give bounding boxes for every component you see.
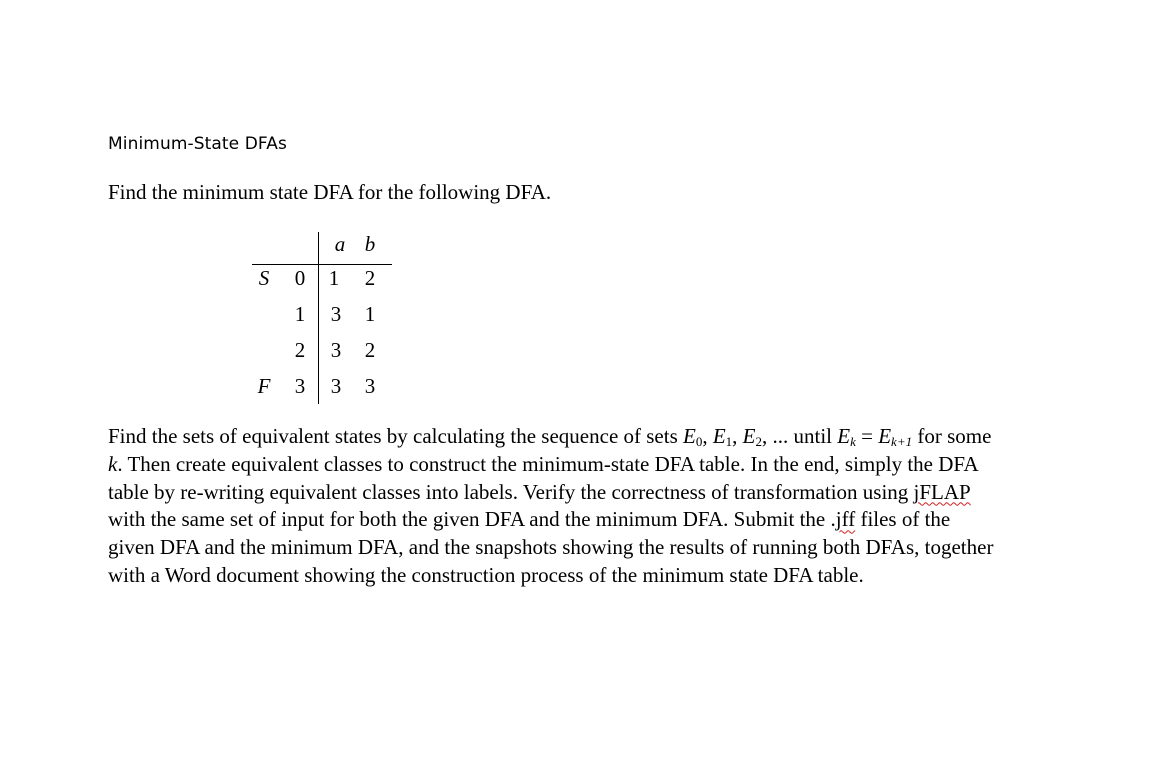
paragraph-line bbox=[108, 451, 1058, 479]
transition-b: 1 bbox=[364, 302, 376, 326]
final-state-marker: F bbox=[257, 374, 271, 398]
state-label: 0 bbox=[294, 266, 306, 290]
text-run: for some bbox=[912, 424, 992, 448]
start-state-marker: S bbox=[258, 266, 270, 290]
set-symbol: E bbox=[712, 424, 726, 448]
column-header-b: b bbox=[364, 232, 376, 256]
transition-a: 3 bbox=[330, 302, 342, 326]
subscript: 1 bbox=[725, 434, 733, 449]
text-run: , bbox=[702, 424, 713, 448]
text-run: = bbox=[855, 424, 879, 448]
set-symbol: E bbox=[742, 424, 756, 448]
transition-a: 3 bbox=[330, 374, 342, 398]
variable-k: k bbox=[108, 451, 118, 476]
text-run: with the same set of input for both the given DFA and the minimum DFA. Submit the . bbox=[108, 507, 836, 532]
state-label: 3 bbox=[294, 374, 306, 398]
state-label: 2 bbox=[294, 338, 306, 362]
transition-b: 2 bbox=[364, 266, 376, 290]
paragraph-line bbox=[108, 423, 1058, 451]
transition-a: 1 bbox=[328, 266, 340, 290]
transition-a: 3 bbox=[330, 338, 342, 362]
paragraph-line bbox=[108, 506, 1058, 534]
text-run: files of the bbox=[855, 507, 951, 532]
spellcheck-word-jff: jff bbox=[835, 507, 856, 532]
table-vertical-rule bbox=[318, 232, 319, 404]
paragraph-line: given DFA and the minimum DFA, and the snapshots showing the results of running both DFAs, together bbox=[108, 535, 994, 560]
text-run: , ... until bbox=[762, 424, 838, 448]
text-run: , bbox=[732, 424, 743, 448]
intro-sentence: Find the minimum state DFA for the following DFA. bbox=[108, 180, 552, 204]
subscript: k+1 bbox=[891, 434, 913, 449]
set-symbol: E bbox=[837, 424, 851, 448]
subscript: k bbox=[850, 434, 856, 449]
instructions-paragraph bbox=[108, 423, 1058, 590]
text-run: table by re-writing equivalent classes into labels. Verify the correctness of transformation using bbox=[108, 479, 914, 504]
subscript: 2 bbox=[755, 434, 762, 449]
text-run: Find the sets of equivalent states by calculating the sequence of sets bbox=[108, 424, 684, 448]
section-heading: Minimum-State DFAs bbox=[108, 134, 287, 154]
dfa-transition-table bbox=[252, 228, 392, 404]
column-header-a: a bbox=[334, 232, 346, 256]
set-symbol: E bbox=[683, 424, 696, 448]
subscript: 0 bbox=[695, 434, 703, 449]
paragraph-line: with a Word document showing the construction process of the minimum state DFA table. bbox=[108, 562, 864, 587]
set-symbol: E bbox=[878, 424, 892, 448]
transition-b: 2 bbox=[364, 338, 376, 362]
text-run: . Then create equivalent classes to construct the minimum-state DFA table. In the end, simply the DFA bbox=[117, 451, 979, 476]
transition-b: 3 bbox=[364, 374, 376, 398]
spellcheck-word-jflap: jFLAP bbox=[913, 479, 971, 504]
state-label: 1 bbox=[294, 302, 306, 326]
paragraph-line bbox=[108, 479, 1058, 507]
